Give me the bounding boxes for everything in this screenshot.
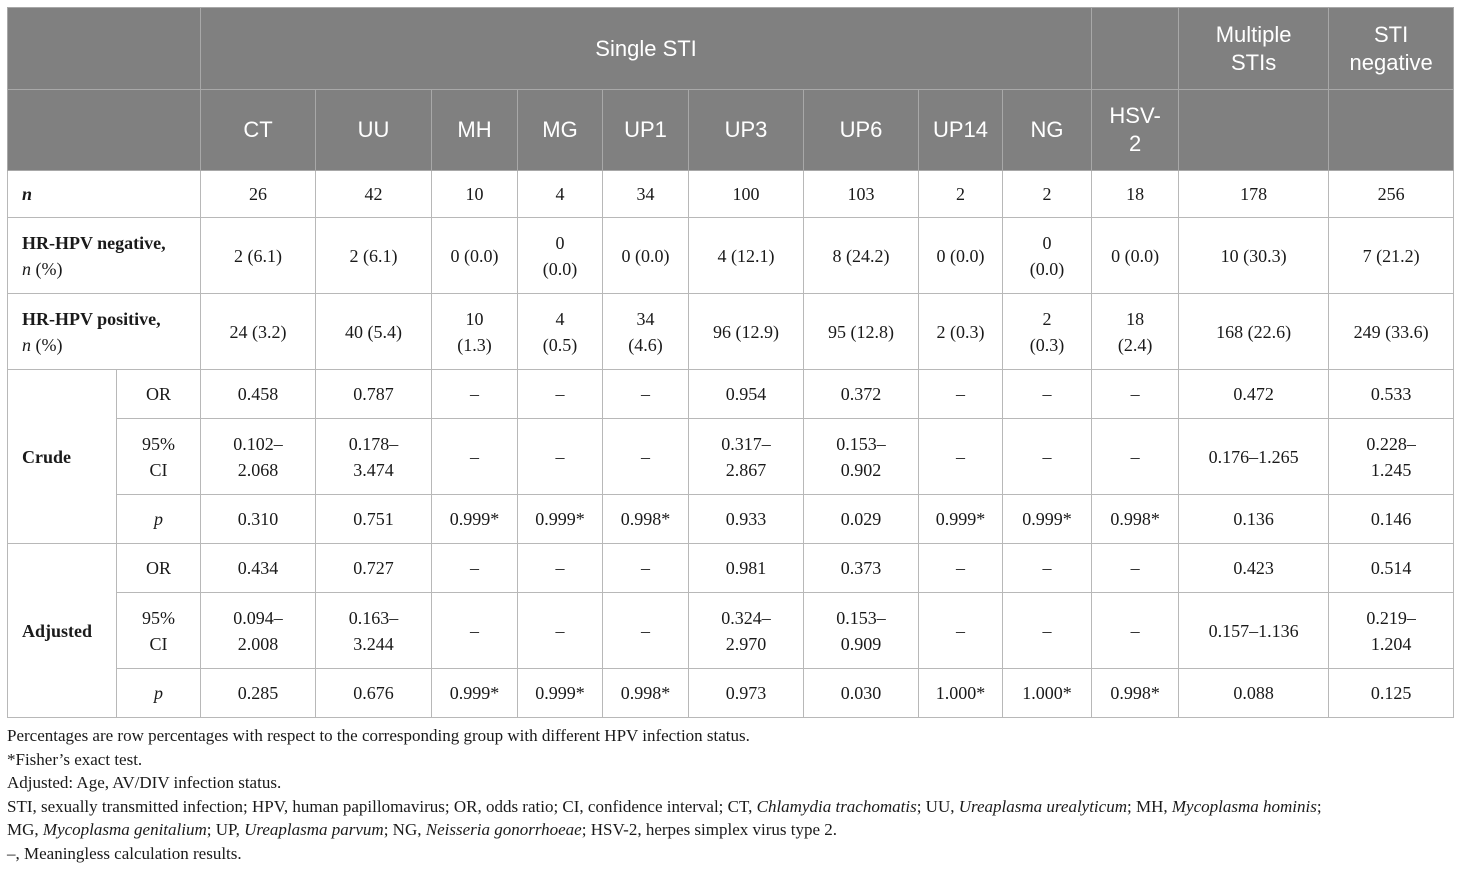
- neg-value-cell: [1092, 218, 1179, 294]
- pos-value-cell: [1003, 294, 1092, 370]
- crude-p-cell: 0.999*: [919, 495, 1003, 544]
- n-value-cell: 100: [689, 171, 804, 218]
- header-col-uu: UU: [316, 90, 432, 171]
- crude-ci-cell-line1: –: [956, 446, 965, 467]
- header-corner: [8, 8, 201, 90]
- footnote-part: Chlamydia trachomatis: [756, 796, 917, 816]
- neg-value-cell: [689, 218, 804, 294]
- adjusted-or-cell: –: [919, 544, 1003, 593]
- neg-value-cell-line1: 4 (12.1): [717, 245, 775, 266]
- adjusted-p-cell: 0.676: [316, 669, 432, 718]
- footnote-abbreviations-1: [7, 795, 1453, 819]
- row-label-n-text: n: [22, 184, 33, 204]
- sub-label-crude-or: OR: [117, 370, 201, 419]
- footnote-part: ; UU,: [916, 796, 959, 816]
- pos-value-cell-line1: 34: [636, 308, 655, 329]
- header-corner-2: [8, 90, 201, 171]
- adjusted-ci-cell-line1: –: [1130, 620, 1140, 641]
- adjusted-ci-cell: [316, 593, 432, 669]
- row-label-pos-pct: (%): [31, 334, 63, 355]
- header-multiple-stis: [1179, 8, 1329, 90]
- adjusted-ci-cell-line1: 0.094–: [233, 607, 283, 628]
- crude-or-cell: 0.372: [804, 370, 919, 419]
- footnote-part: ; UP,: [206, 820, 245, 839]
- table-row-crude-p: [8, 495, 1454, 544]
- table-row-hr-hpv-negative: [8, 218, 1454, 294]
- table-row-adjusted-or: [8, 544, 1454, 593]
- neg-value-cell-line1: 2 (6.1): [349, 245, 398, 266]
- adjusted-or-cell: 0.727: [316, 544, 432, 593]
- row-label-neg-pct: (%): [31, 258, 63, 279]
- neg-value-cell: [316, 218, 432, 294]
- crude-ci-cell-line1: 0.178–: [348, 433, 399, 454]
- crude-p-cell: 0.933: [689, 495, 804, 544]
- pos-value-cell: [804, 294, 919, 370]
- crude-p-cell: 0.999*: [432, 495, 518, 544]
- header-col-up6: UP6: [804, 90, 919, 171]
- adjusted-ci-cell-line1: –: [956, 620, 965, 641]
- n-value-cell: 34: [603, 171, 689, 218]
- crude-ci-cell: [1329, 419, 1454, 495]
- adjusted-ci-cell-line1: –: [555, 620, 565, 641]
- crude-or-cell: 0.533: [1329, 370, 1454, 419]
- crude-ci-cell-line2: 0.902: [840, 459, 882, 480]
- footnote-part: ; NG,: [383, 820, 426, 839]
- table-row-n: [8, 171, 1454, 218]
- pos-value-cell-line1: 249 (33.6): [1353, 321, 1429, 342]
- row-label-neg-main: HR-HPV negative,: [22, 232, 166, 253]
- sub-label-crude-ci: [117, 419, 201, 495]
- header-empty-negative: [1329, 90, 1454, 171]
- sub-label-adjusted-p: p: [117, 669, 201, 718]
- sub-label-adjusted-ci-l1: 95%: [142, 607, 175, 628]
- table-footnotes: [7, 724, 1453, 865]
- header-empty-multiple: [1179, 90, 1329, 171]
- adjusted-ci-cell-line1: –: [1042, 620, 1052, 641]
- pos-value-cell-line2: (2.4): [1117, 334, 1153, 355]
- header-multiple-stis-l1: Multiple: [1215, 21, 1292, 47]
- neg-value-cell: [1003, 218, 1092, 294]
- table-row-hr-hpv-positive: [8, 294, 1454, 370]
- crude-ci-cell-line1: 0.317–: [721, 433, 771, 454]
- n-value-cell: 178: [1179, 171, 1329, 218]
- adjusted-ci-cell: [518, 593, 603, 669]
- sub-label-crude-p: p: [117, 495, 201, 544]
- footnote-part: Ureaplasma urealyticum: [958, 796, 1127, 816]
- crude-ci-cell: [1092, 419, 1179, 495]
- table-row-adjusted-p: [8, 669, 1454, 718]
- adjusted-ci-cell-line2: 2.008: [237, 633, 279, 654]
- adjusted-or-cell: 0.981: [689, 544, 804, 593]
- crude-ci-cell: [1179, 419, 1329, 495]
- sub-label-crude-ci-l2: CI: [149, 459, 168, 480]
- adjusted-p-cell: 0.998*: [1092, 669, 1179, 718]
- adjusted-ci-cell-line1: 0.163–: [348, 607, 399, 628]
- pos-value-cell: [919, 294, 1003, 370]
- adjusted-ci-cell: [1092, 593, 1179, 669]
- pos-value-cell-line2: (1.3): [457, 334, 492, 355]
- crude-ci-cell-line1: –: [1042, 446, 1052, 467]
- adjusted-ci-cell: [804, 593, 919, 669]
- footnote-part: ;: [1316, 796, 1322, 816]
- neg-value-cell-line1: 0 (0.0): [1111, 245, 1160, 266]
- adjusted-ci-cell-line2: 0.909: [840, 633, 882, 654]
- adjusted-or-cell: –: [603, 544, 689, 593]
- neg-value-cell: [1329, 218, 1454, 294]
- table-container: [7, 7, 1453, 718]
- footnote-part: Mycoplasma genitalium: [42, 820, 207, 839]
- neg-value-cell: [804, 218, 919, 294]
- crude-ci-cell-line1: 0.176–1.265: [1208, 446, 1299, 467]
- neg-value-cell-line1: 10 (30.3): [1220, 245, 1287, 266]
- crude-or-cell: –: [1092, 370, 1179, 419]
- crude-p-cell: 0.136: [1179, 495, 1329, 544]
- pos-value-cell-line1: 18: [1126, 308, 1145, 329]
- crude-p-cell: 0.029: [804, 495, 919, 544]
- group-label-adjusted: Adjusted: [8, 544, 117, 718]
- footnote-part: Mycoplasma hominis: [1171, 796, 1317, 816]
- adjusted-ci-cell: [1329, 593, 1454, 669]
- row-label-pos: [8, 294, 201, 370]
- neg-value-cell: [518, 218, 603, 294]
- sub-label-adjusted-or: OR: [117, 544, 201, 593]
- adjusted-p-cell: 0.088: [1179, 669, 1329, 718]
- table-row-crude-ci: [8, 419, 1454, 495]
- pos-value-cell: [689, 294, 804, 370]
- footnote-part: ; HSV-2, herpes simplex virus type 2.: [581, 820, 838, 839]
- row-label-pos-n: n: [22, 334, 31, 355]
- pos-value-cell: [1329, 294, 1454, 370]
- crude-ci-cell: [316, 419, 432, 495]
- sub-label-adjusted-ci-l2: CI: [149, 633, 168, 654]
- neg-value-cell-line1: 2 (6.1): [234, 245, 282, 266]
- adjusted-ci-cell-line2: 2.970: [725, 633, 767, 654]
- crude-ci-cell: [1003, 419, 1092, 495]
- row-label-n: [8, 171, 201, 218]
- n-value-cell: 2: [919, 171, 1003, 218]
- neg-value-cell: [432, 218, 518, 294]
- crude-ci-cell-line1: –: [470, 446, 479, 467]
- crude-ci-cell: [432, 419, 518, 495]
- crude-or-cell: –: [603, 370, 689, 419]
- adjusted-p-cell: 0.999*: [432, 669, 518, 718]
- adjusted-or-cell: 0.423: [1179, 544, 1329, 593]
- adjusted-ci-cell: [201, 593, 316, 669]
- crude-p-cell: 0.998*: [1092, 495, 1179, 544]
- pos-value-cell-line1: 40 (5.4): [345, 321, 402, 342]
- pos-value-cell-line1: 95 (12.8): [828, 321, 894, 342]
- pos-value-cell: [603, 294, 689, 370]
- header-col-mg: MG: [518, 90, 603, 171]
- adjusted-ci-cell-line1: –: [641, 620, 650, 641]
- n-value-cell: 4: [518, 171, 603, 218]
- footnote-part: STI, sexually transmitted infection; HPV, human papillomavirus; OR, odds ratio; CI, confidence interval; CT,: [7, 796, 757, 816]
- neg-value-cell-line1: 0: [1042, 232, 1052, 253]
- pos-value-cell: [1092, 294, 1179, 370]
- adjusted-or-cell: –: [1003, 544, 1092, 593]
- adjusted-or-cell: –: [1092, 544, 1179, 593]
- adjusted-or-cell: –: [518, 544, 603, 593]
- sub-label-adjusted-ci: [117, 593, 201, 669]
- neg-value-cell-line2: (0.0): [1029, 258, 1065, 279]
- crude-ci-cell-line1: –: [1130, 446, 1140, 467]
- adjusted-ci-cell-line1: –: [470, 620, 479, 641]
- adjusted-ci-cell-line2: 1.204: [1370, 633, 1412, 654]
- crude-ci-cell-line2: 3.474: [353, 459, 394, 480]
- neg-value-cell-line1: 7 (21.2): [1362, 245, 1420, 266]
- header-multiple-stis-l2: STIs: [1230, 49, 1277, 75]
- neg-value-cell-line1: 0 (0.0): [450, 245, 499, 266]
- footnote-abbreviations-2: [7, 818, 1453, 842]
- footnote-adjusted: Adjusted: Age, AV/DIV infection status.: [7, 773, 282, 792]
- crude-ci-cell: [201, 419, 316, 495]
- crude-or-cell: 0.787: [316, 370, 432, 419]
- adjusted-ci-cell: [689, 593, 804, 669]
- adjusted-or-cell: –: [432, 544, 518, 593]
- sti-hpv-table: [7, 7, 1454, 718]
- crude-ci-cell-line2: 2.068: [237, 459, 279, 480]
- adjusted-ci-cell-line1: 0.219–: [1366, 607, 1416, 628]
- crude-or-cell: –: [919, 370, 1003, 419]
- adjusted-p-cell: 0.998*: [603, 669, 689, 718]
- sub-label-crude-ci-l1: 95%: [142, 433, 175, 454]
- header-row-2: [8, 90, 1454, 171]
- n-value-cell: 10: [432, 171, 518, 218]
- footnote-part: Ureaplasma parvum: [244, 820, 384, 839]
- neg-value-cell: [201, 218, 316, 294]
- crude-ci-cell-line2: 2.867: [725, 459, 767, 480]
- header-col-ct: CT: [201, 90, 316, 171]
- footnote-meaningless: –, Meaningless calculation results.: [7, 843, 242, 863]
- footnote-part: ; MH,: [1126, 796, 1172, 816]
- crude-p-cell: 0.310: [201, 495, 316, 544]
- table-row-crude-or: [8, 370, 1454, 419]
- adjusted-ci-cell: [603, 593, 689, 669]
- neg-value-cell: [919, 218, 1003, 294]
- pos-value-cell-line1: 10: [465, 308, 484, 329]
- crude-ci-cell: [689, 419, 804, 495]
- crude-ci-cell-line1: –: [641, 446, 650, 467]
- header-sti-negative-l2: negative: [1349, 49, 1433, 75]
- footnote-percentages: Percentages are row percentages with respect to the corresponding group with different HPV infection status.: [7, 726, 750, 745]
- neg-value-cell-line1: 0 (0.0): [621, 245, 670, 266]
- pos-value-cell-line1: 2: [1042, 308, 1052, 329]
- adjusted-p-cell: 1.000*: [919, 669, 1003, 718]
- table-row-adjusted-ci: [8, 593, 1454, 669]
- header-col-ng: NG: [1003, 90, 1092, 171]
- pos-value-cell-line2: (4.6): [628, 334, 663, 355]
- pos-value-cell-line1: 168 (22.6): [1216, 321, 1292, 342]
- adjusted-p-cell: 0.999*: [518, 669, 603, 718]
- header-col-up14: UP14: [919, 90, 1003, 171]
- footnote-fisher: *Fisher’s exact test.: [7, 749, 143, 769]
- pos-value-cell-line1: 96 (12.9): [713, 321, 779, 342]
- crude-or-cell: 0.954: [689, 370, 804, 419]
- adjusted-ci-cell-line1: 0.324–: [721, 607, 771, 628]
- pos-value-cell: [1179, 294, 1329, 370]
- table-body: [8, 171, 1454, 718]
- pos-value-cell-line1: 2 (0.3): [936, 321, 985, 342]
- pos-value-cell-line1: 24 (3.2): [229, 321, 287, 342]
- crude-ci-cell-line1: 0.153–: [836, 433, 886, 454]
- header-sti-negative: [1329, 8, 1454, 90]
- crude-p-cell: 0.998*: [603, 495, 689, 544]
- crude-ci-cell-line2: 1.245: [1370, 459, 1412, 480]
- footnote-part: Neisseria gonorrhoeae: [425, 820, 582, 839]
- adjusted-or-cell: 0.373: [804, 544, 919, 593]
- neg-value-cell: [603, 218, 689, 294]
- crude-p-cell: 0.999*: [1003, 495, 1092, 544]
- neg-value-cell-line1: 8 (24.2): [832, 245, 890, 266]
- crude-ci-cell-line1: 0.228–: [1366, 433, 1416, 454]
- adjusted-p-cell: 1.000*: [1003, 669, 1092, 718]
- neg-value-cell-line1: 0: [555, 232, 565, 253]
- adjusted-or-cell: 0.434: [201, 544, 316, 593]
- pos-value-cell: [201, 294, 316, 370]
- crude-ci-cell-line1: 0.102–: [233, 433, 283, 454]
- n-value-cell: 103: [804, 171, 919, 218]
- crude-ci-cell: [603, 419, 689, 495]
- adjusted-or-cell: 0.514: [1329, 544, 1454, 593]
- row-label-neg-n: n: [22, 258, 31, 279]
- footnote-part: MG,: [7, 820, 43, 839]
- crude-or-cell: 0.472: [1179, 370, 1329, 419]
- n-value-cell: 256: [1329, 171, 1454, 218]
- adjusted-ci-cell-line1: 0.157–1.136: [1208, 620, 1299, 641]
- crude-ci-cell-line1: –: [555, 446, 565, 467]
- adjusted-ci-cell-line1: 0.153–: [836, 607, 886, 628]
- adjusted-p-cell: 0.125: [1329, 669, 1454, 718]
- crude-p-cell: 0.146: [1329, 495, 1454, 544]
- adjusted-p-cell: 0.285: [201, 669, 316, 718]
- adjusted-p-cell: 0.030: [804, 669, 919, 718]
- n-value-cell: 42: [316, 171, 432, 218]
- row-label-pos-main: HR-HPV positive,: [22, 308, 161, 329]
- crude-or-cell: –: [432, 370, 518, 419]
- crude-or-cell: –: [518, 370, 603, 419]
- crude-ci-cell: [804, 419, 919, 495]
- crude-ci-cell: [518, 419, 603, 495]
- crude-ci-cell: [919, 419, 1003, 495]
- n-value-cell: 26: [201, 171, 316, 218]
- header-sti-negative-l1: STI: [1373, 21, 1409, 47]
- pos-value-cell: [432, 294, 518, 370]
- adjusted-ci-cell: [1003, 593, 1092, 669]
- adjusted-p-cell: 0.973: [689, 669, 804, 718]
- crude-or-cell: 0.458: [201, 370, 316, 419]
- n-value-cell: 2: [1003, 171, 1092, 218]
- crude-p-cell: 0.999*: [518, 495, 603, 544]
- header-hsv-l1: HSV-: [1109, 103, 1161, 128]
- header-col-hsv2: [1092, 90, 1179, 171]
- adjusted-ci-cell: [1179, 593, 1329, 669]
- adjusted-ci-cell: [919, 593, 1003, 669]
- header-single-sti: Single STI: [201, 8, 1092, 90]
- pos-value-cell: [316, 294, 432, 370]
- crude-p-cell: 0.751: [316, 495, 432, 544]
- adjusted-ci-cell-line2: 3.244: [353, 633, 394, 654]
- header-col-up1: UP1: [603, 90, 689, 171]
- header-col-up3: UP3: [689, 90, 804, 171]
- group-label-crude: Crude: [8, 370, 117, 544]
- pos-value-cell-line1: 4: [555, 308, 565, 329]
- header-col-mh: MH: [432, 90, 518, 171]
- pos-value-cell-line2: (0.5): [542, 334, 578, 355]
- pos-value-cell-line2: (0.3): [1029, 334, 1065, 355]
- neg-value-cell-line1: 0 (0.0): [936, 245, 985, 266]
- header-hsv-l2: 2: [1128, 131, 1142, 156]
- neg-value-cell-line2: (0.0): [542, 258, 578, 279]
- crude-or-cell: –: [1003, 370, 1092, 419]
- row-label-neg: [8, 218, 201, 294]
- n-value-cell: 18: [1092, 171, 1179, 218]
- adjusted-ci-cell: [432, 593, 518, 669]
- neg-value-cell: [1179, 218, 1329, 294]
- header-row-1: [8, 8, 1454, 90]
- pos-value-cell: [518, 294, 603, 370]
- header-hsv-spacer: [1092, 8, 1179, 90]
